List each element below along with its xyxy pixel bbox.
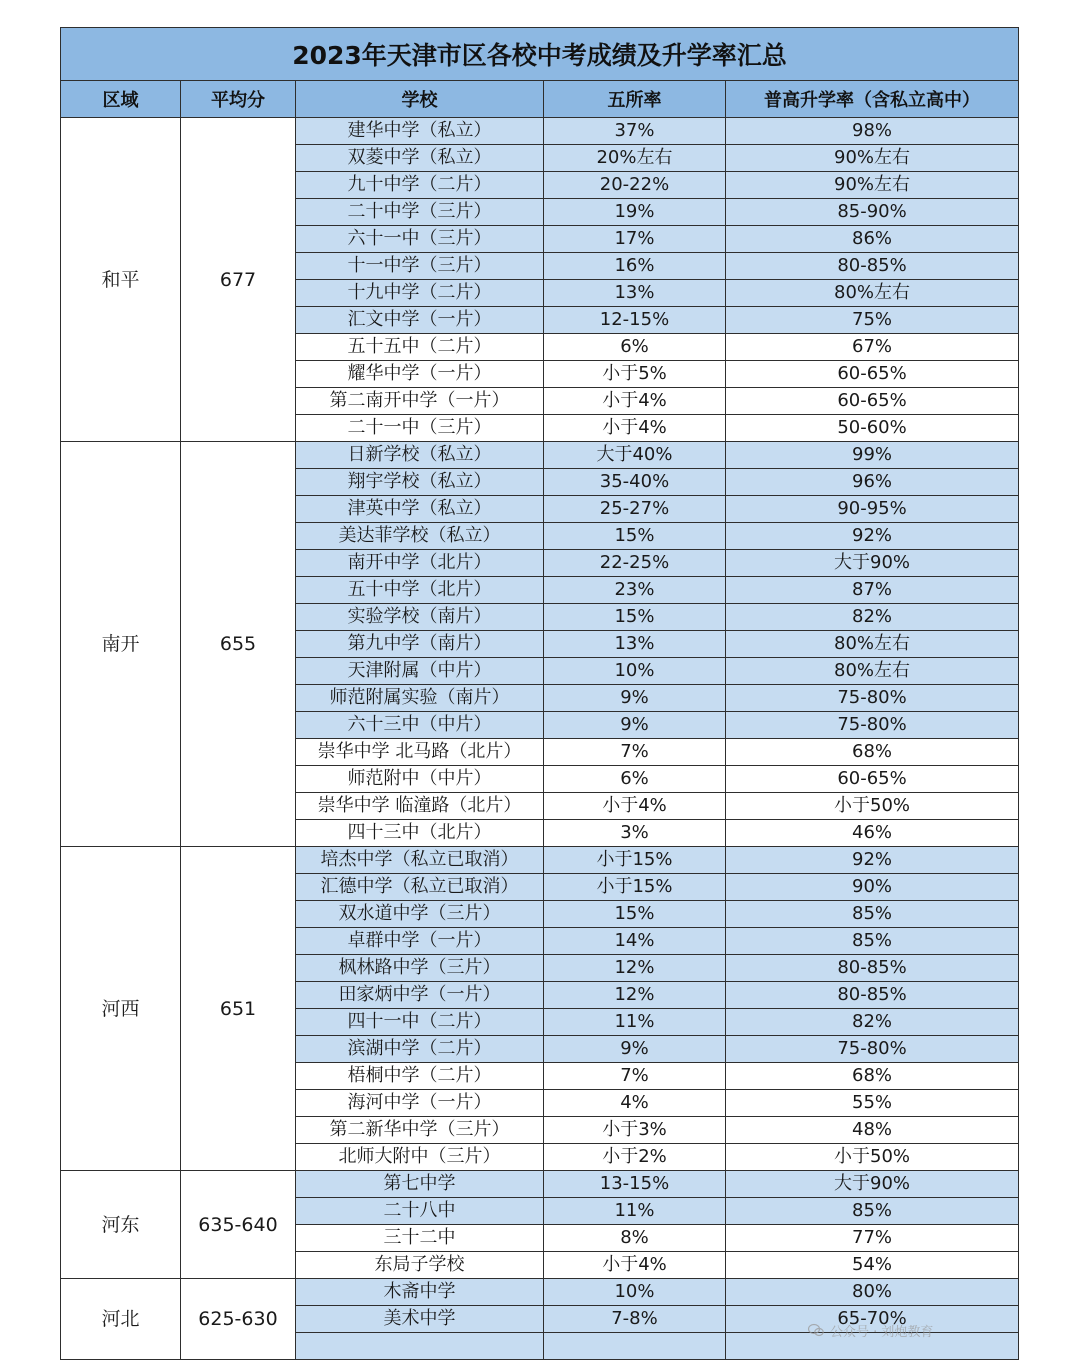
school-cell (296, 1333, 544, 1360)
high-school-rate-cell: 92% (726, 523, 1019, 550)
region-cell: 和平 (61, 118, 181, 442)
high-school-rate-cell: 99% (726, 442, 1019, 469)
school-cell: 二十八中 (296, 1198, 544, 1225)
high-school-rate-cell: 82% (726, 1009, 1019, 1036)
five-school-rate-cell: 9% (544, 685, 726, 712)
high-school-rate-cell: 92% (726, 847, 1019, 874)
school-cell: 田家炳中学（一片） (296, 982, 544, 1009)
table-body (61, 118, 1019, 1360)
high-school-rate-cell: 65-70% (726, 1306, 1019, 1333)
high-school-rate-cell: 68% (726, 1063, 1019, 1090)
school-cell: 卓群中学（一片） (296, 928, 544, 955)
region-cell: 河北 (61, 1279, 181, 1360)
school-cell: 二十中学（三片） (296, 199, 544, 226)
school-cell: 津英中学（私立） (296, 496, 544, 523)
high-school-rate-cell: 90%左右 (726, 145, 1019, 172)
school-cell: 六十三中（中片） (296, 712, 544, 739)
five-school-rate-cell: 13-15% (544, 1171, 726, 1198)
high-school-rate-cell: 86% (726, 226, 1019, 253)
five-school-rate-cell: 7% (544, 739, 726, 766)
school-cell: 五十中学（北片） (296, 577, 544, 604)
header-avg-score: 平均分 (181, 81, 296, 118)
five-school-rate-cell: 13% (544, 280, 726, 307)
high-school-rate-cell: 75-80% (726, 1036, 1019, 1063)
school-cell: 第九中学（南片） (296, 631, 544, 658)
school-cell: 二十一中（三片） (296, 415, 544, 442)
school-cell: 培杰中学（私立已取消） (296, 847, 544, 874)
high-school-rate-cell: 80%左右 (726, 280, 1019, 307)
high-school-rate-cell: 75-80% (726, 712, 1019, 739)
high-school-rate-cell: 67% (726, 334, 1019, 361)
five-school-rate-cell: 小于2% (544, 1144, 726, 1171)
school-cell: 第二南开中学（一片） (296, 388, 544, 415)
high-school-rate-cell: 46% (726, 820, 1019, 847)
school-cell: 耀华中学（一片） (296, 361, 544, 388)
table-row (61, 118, 1019, 145)
header-school: 学校 (296, 81, 544, 118)
high-school-rate-cell: 大于90% (726, 550, 1019, 577)
school-cell: 梧桐中学（二片） (296, 1063, 544, 1090)
five-school-rate-cell: 11% (544, 1198, 726, 1225)
high-school-rate-cell: 80%左右 (726, 658, 1019, 685)
avg-score-cell: 635-640 (181, 1171, 296, 1279)
school-cell: 木斋中学 (296, 1279, 544, 1306)
high-school-rate-cell: 48% (726, 1117, 1019, 1144)
school-cell: 十九中学（二片） (296, 280, 544, 307)
table-title: 2023年天津市区各校中考成绩及升学率汇总 (61, 28, 1019, 81)
high-school-rate-cell: 85% (726, 901, 1019, 928)
school-cell: 第七中学 (296, 1171, 544, 1198)
five-school-rate-cell: 11% (544, 1009, 726, 1036)
school-cell: 九十中学（二片） (296, 172, 544, 199)
high-school-rate-cell: 75-80% (726, 685, 1019, 712)
school-cell: 滨湖中学（二片） (296, 1036, 544, 1063)
five-school-rate-cell: 13% (544, 631, 726, 658)
school-cell: 东局子学校 (296, 1252, 544, 1279)
five-school-rate-cell: 25-27% (544, 496, 726, 523)
school-cell: 第二新华中学（三片） (296, 1117, 544, 1144)
five-school-rate-cell: 小于4% (544, 793, 726, 820)
school-cell: 海河中学（一片） (296, 1090, 544, 1117)
five-school-rate-cell: 小于15% (544, 874, 726, 901)
high-school-rate-cell: 85% (726, 1198, 1019, 1225)
school-cell: 六十一中（三片） (296, 226, 544, 253)
high-school-rate-cell: 80-85% (726, 253, 1019, 280)
five-school-rate-cell: 35-40% (544, 469, 726, 496)
high-school-rate-cell: 54% (726, 1252, 1019, 1279)
five-school-rate-cell: 7% (544, 1063, 726, 1090)
five-school-rate-cell: 小于15% (544, 847, 726, 874)
region-cell: 河东 (61, 1171, 181, 1279)
five-school-rate-cell: 15% (544, 523, 726, 550)
header-high-school-rate: 普高升学率（含私立高中） (726, 81, 1019, 118)
five-school-rate-cell: 小于4% (544, 388, 726, 415)
five-school-rate-cell: 12-15% (544, 307, 726, 334)
high-school-rate-cell: 大于90% (726, 1171, 1019, 1198)
high-school-rate-cell: 85% (726, 928, 1019, 955)
five-school-rate-cell: 23% (544, 577, 726, 604)
table-row (61, 847, 1019, 874)
scores-table (60, 27, 1019, 1360)
watermark-text: 公众号 · 刘炮教育 (830, 1324, 934, 1340)
school-cell: 枫林路中学（三片） (296, 955, 544, 982)
high-school-rate-cell: 80-85% (726, 955, 1019, 982)
five-school-rate-cell: 10% (544, 1279, 726, 1306)
avg-score-cell: 651 (181, 847, 296, 1171)
five-school-rate-cell: 15% (544, 901, 726, 928)
school-cell: 南开中学（北片） (296, 550, 544, 577)
five-school-rate-cell: 15% (544, 604, 726, 631)
high-school-rate-cell: 82% (726, 604, 1019, 631)
high-school-rate-cell: 90-95% (726, 496, 1019, 523)
avg-score-cell: 655 (181, 442, 296, 847)
five-school-rate-cell: 12% (544, 955, 726, 982)
high-school-rate-cell: 80-85% (726, 982, 1019, 1009)
school-cell: 美术中学 (296, 1306, 544, 1333)
five-school-rate-cell: 8% (544, 1225, 726, 1252)
five-school-rate-cell: 22-25% (544, 550, 726, 577)
five-school-rate-cell: 6% (544, 766, 726, 793)
school-cell: 美达菲学校（私立） (296, 523, 544, 550)
five-school-rate-cell: 3% (544, 820, 726, 847)
high-school-rate-cell: 98% (726, 118, 1019, 145)
five-school-rate-cell: 小于5% (544, 361, 726, 388)
school-cell: 师范附中（中片） (296, 766, 544, 793)
header-region: 区域 (61, 81, 181, 118)
school-cell: 四十三中（北片） (296, 820, 544, 847)
five-school-rate-cell: 17% (544, 226, 726, 253)
school-cell: 四十一中（二片） (296, 1009, 544, 1036)
region-cell: 河西 (61, 847, 181, 1171)
school-cell: 师范附属实验（南片） (296, 685, 544, 712)
school-cell: 十一中学（三片） (296, 253, 544, 280)
high-school-rate-cell: 80% (726, 1279, 1019, 1306)
five-school-rate-cell (544, 1333, 726, 1360)
five-school-rate-cell: 20%左右 (544, 145, 726, 172)
school-cell: 汇德中学（私立已取消） (296, 874, 544, 901)
table-row (61, 1171, 1019, 1198)
high-school-rate-cell: 80%左右 (726, 631, 1019, 658)
high-school-rate-cell: 90% (726, 874, 1019, 901)
five-school-rate-cell: 9% (544, 1036, 726, 1063)
school-cell: 实验学校（南片） (296, 604, 544, 631)
school-cell: 北师大附中（三片） (296, 1144, 544, 1171)
high-school-rate-cell: 60-65% (726, 388, 1019, 415)
five-school-rate-cell: 小于4% (544, 415, 726, 442)
wechat-icon (808, 1323, 824, 1337)
five-school-rate-cell: 小于3% (544, 1117, 726, 1144)
five-school-rate-cell: 10% (544, 658, 726, 685)
high-school-rate-cell: 85-90% (726, 199, 1019, 226)
high-school-rate-cell: 96% (726, 469, 1019, 496)
five-school-rate-cell: 7-8% (544, 1306, 726, 1333)
five-school-rate-cell: 16% (544, 253, 726, 280)
table-row (61, 1279, 1019, 1306)
five-school-rate-cell: 12% (544, 982, 726, 1009)
school-cell: 天津附属（中片） (296, 658, 544, 685)
watermark (808, 1322, 1044, 1338)
school-cell: 五十五中（二片） (296, 334, 544, 361)
high-school-rate-cell: 75% (726, 307, 1019, 334)
avg-score-cell: 625-630 (181, 1279, 296, 1360)
five-school-rate-cell: 大于40% (544, 442, 726, 469)
school-cell: 汇文中学（一片） (296, 307, 544, 334)
five-school-rate-cell: 20-22% (544, 172, 726, 199)
high-school-rate-cell: 90%左右 (726, 172, 1019, 199)
five-school-rate-cell: 9% (544, 712, 726, 739)
high-school-rate-cell: 87% (726, 577, 1019, 604)
school-cell: 建华中学（私立） (296, 118, 544, 145)
avg-score-cell: 677 (181, 118, 296, 442)
high-school-rate-cell: 55% (726, 1090, 1019, 1117)
school-cell: 崇华中学 北马路（北片） (296, 739, 544, 766)
five-school-rate-cell: 6% (544, 334, 726, 361)
table-row (61, 442, 1019, 469)
region-cell: 南开 (61, 442, 181, 847)
high-school-rate-cell: 60-65% (726, 766, 1019, 793)
school-cell: 双水道中学（三片） (296, 901, 544, 928)
high-school-rate-cell: 小于50% (726, 1144, 1019, 1171)
five-school-rate-cell: 37% (544, 118, 726, 145)
high-school-rate-cell: 77% (726, 1225, 1019, 1252)
five-school-rate-cell: 4% (544, 1090, 726, 1117)
five-school-rate-cell: 19% (544, 199, 726, 226)
high-school-rate-cell: 50-60% (726, 415, 1019, 442)
school-cell: 双菱中学（私立） (296, 145, 544, 172)
school-cell: 三十二中 (296, 1225, 544, 1252)
school-cell: 翔宇学校（私立） (296, 469, 544, 496)
school-cell: 日新学校（私立） (296, 442, 544, 469)
high-school-rate-cell: 小于50% (726, 793, 1019, 820)
school-cell: 崇华中学 临潼路（北片） (296, 793, 544, 820)
high-school-rate-cell: 60-65% (726, 361, 1019, 388)
five-school-rate-cell: 14% (544, 928, 726, 955)
five-school-rate-cell: 小于4% (544, 1252, 726, 1279)
summary-sheet (60, 27, 1018, 1360)
high-school-rate-cell: 68% (726, 739, 1019, 766)
header-five-school-rate: 五所率 (544, 81, 726, 118)
